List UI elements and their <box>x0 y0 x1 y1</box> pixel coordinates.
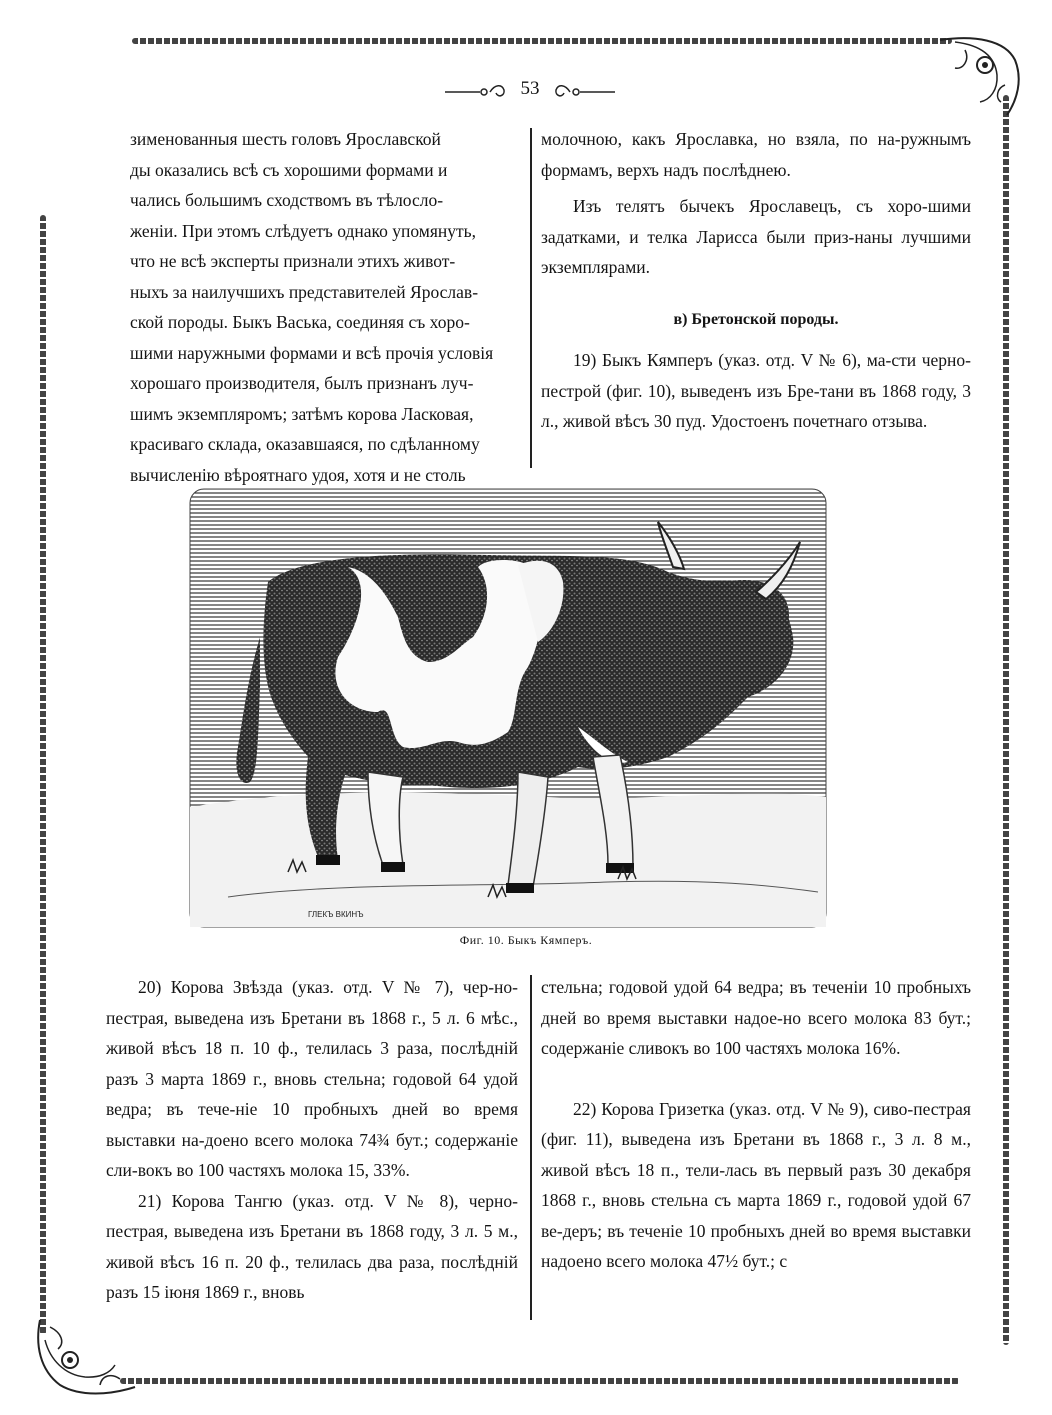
paragraph-19: 19) Быкъ Кямперъ (указ. отд. V № 6), ма-сти черно-пестрой (фиг. 10), выведенъ изъ Бре-тани въ 1868 году, 3 л., живой вѣсъ 30 пуд. Удостоенъ почетнаго отзыва. <box>541 350 971 431</box>
figure-bull-engraving <box>188 487 828 929</box>
text-line: шими наружными формами и всѣ прочія условія <box>130 342 494 363</box>
text-line: ской породы. Быкъ Васька, соединяя съ хоро- <box>130 312 470 332</box>
text-line: красиваго склада, оказавшаяся, по сдѣланному <box>130 434 480 454</box>
text-line: вычисленію вѣроятнаго удоя, хотя и не столь <box>130 464 466 485</box>
paragraph-21-continued: стельна; годовой удой 64 ведра; въ теченіи 10 пробныхъ дней во время выставки надое-но всего молока 83 бут.; содержаніе сливокъ во 100 частяхъ молока 16%. <box>541 977 971 1058</box>
section-heading: в) Бретонской породы. <box>673 310 839 328</box>
text-line: шимъ экземпляромъ; затѣмъ корова Ласковая, <box>130 403 474 424</box>
top-left-column <box>130 124 518 490</box>
corner-ornament-top-right <box>935 30 1025 120</box>
text-line: зименованныя шесть головъ Ярославской <box>130 129 441 149</box>
page-number-text: 53 <box>520 78 540 99</box>
figure-caption: Фиг. 10. Быкъ Кямперъ. <box>459 933 593 947</box>
ornamental-border-bottom <box>120 1378 960 1384</box>
column-divider-bottom <box>530 975 532 1320</box>
paragraph-calves: Изъ телятъ бычекъ Ярославецъ, съ хоро-шими задатками, и телка Ларисса были приз-наны лучшими экземплярами. <box>541 196 971 277</box>
bottom-right-column <box>541 972 971 1277</box>
bottom-left-column <box>106 972 518 1308</box>
paragraph-continued: молочною, какъ Ярославка, но взяла, по на-ружнымъ формамъ, верхъ надъ послѣднею. <box>541 129 971 180</box>
engraver-signature: ГЛЕКЪ ВКИНЪ <box>308 910 364 919</box>
text-line: ды оказались всѣ съ хорошими формами и <box>130 159 448 180</box>
ornamental-border-top <box>132 38 952 44</box>
text-line: чались большимъ сходствомъ въ тѣлосло- <box>130 190 444 210</box>
paragraph-22: 22) Корова Гризетка (указ. отд. V № 9), сиво-пестрая (фиг. 11), выведена изъ Бретани въ 1868 г., 3 л. 8 м., живой вѣсъ 18 п., тели-лась въ первый разъ 30 декабря 1868 г., вновь стельна съ марта 1869 г., годовой удой 67 ве-деръ; въ теченіе 10 пробныхъ дней во время выставки надоено всего молока 47½ бут.; с <box>541 1098 971 1271</box>
ornamental-border-right <box>1003 95 1009 1345</box>
page-number <box>440 76 620 106</box>
top-right-column <box>541 124 971 437</box>
text-line: ныхъ за наилучшихъ представителей Ярослав- <box>130 281 479 302</box>
corner-ornament-bottom-left <box>30 1315 140 1400</box>
text-line: что не всѣ эксперты признали этихъ живот- <box>130 251 456 271</box>
paragraph-20: 20) Корова Звѣзда (указ. отд. V № 7), чер-но-пестрая, выведена изъ Бретани въ 1868 г., 5 л. 6 мѣс., живой вѣсъ 18 п. 10 ф., телилась 3 раза, послѣдній разъ 3 марта 1869 г., вновь стельна; годовой 64 удой ведра; въ тече-ніе 10 пробныхъ дней во время выставки на-доено всего молока 74¾ бут.; содержаніе сли-вокъ во 100 частяхъ молока 15, 33%. <box>106 977 518 1180</box>
text-line: женіи. При этомъ слѣдуетъ однако упомянуть, <box>130 220 477 241</box>
column-divider-top <box>530 128 532 468</box>
paragraph-21: 21) Корова Тангю (указ. отд. V № 8), черно-пестрая, выведена изъ Бретани въ 1868 году, 3 л. 5 м., живой вѣсъ 16 п. 20 ф., телилась два раза, послѣдній разъ 15 іюня 1869 г., вновь <box>106 1190 518 1302</box>
ornamental-border-left <box>40 215 46 1335</box>
text-line: хорошаго производителя, былъ признанъ луч- <box>130 373 474 393</box>
